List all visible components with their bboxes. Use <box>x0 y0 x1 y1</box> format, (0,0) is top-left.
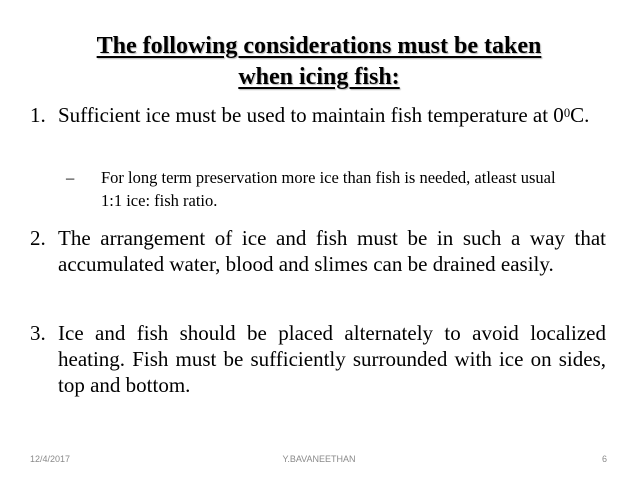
list-item-2 <box>30 225 606 277</box>
slide-title <box>30 31 608 93</box>
footer-date: 12/4/2017 <box>30 454 71 464</box>
footer-page-number: 6 <box>601 454 607 464</box>
list-item-3-text: Ice and fish should be placed alternately to avoid localized heating. Fish must be sufficiently surrounded with ice on sides, top and bottom. <box>58 321 606 397</box>
list-item-1-text-unit: C. <box>570 103 590 127</box>
list-item-1-marker: 1. <box>30 103 46 127</box>
slide-title-line-1: The following considerations must be taken <box>96 33 542 59</box>
list-item-2-marker: 2. <box>30 226 46 250</box>
sub-list-item-dash: – <box>66 168 75 187</box>
list-item-1-text-main: Sufficient ice must be used to maintain fish temperature at 0 <box>58 103 564 127</box>
slide-title-line-2: when icing fish: <box>238 64 400 90</box>
list-item-2-text: The arrangement of ice and fish must be in such a way that accumulated water, blood and slimes can be drained easily. <box>58 226 606 276</box>
list-item-1 <box>30 102 606 128</box>
list-item-1-text <box>58 102 606 128</box>
footer-author: Y.BAVANEETHAN <box>282 454 356 464</box>
sub-list-item <box>66 166 576 212</box>
degree-superscript: 0 <box>563 106 571 120</box>
list-item-3-marker: 3. <box>30 321 46 345</box>
list-item-3 <box>30 320 606 398</box>
sub-list-item-text: For long term preservation more ice than fish is needed, atleast usual 1:1 ice: fish ratio. <box>101 168 556 210</box>
